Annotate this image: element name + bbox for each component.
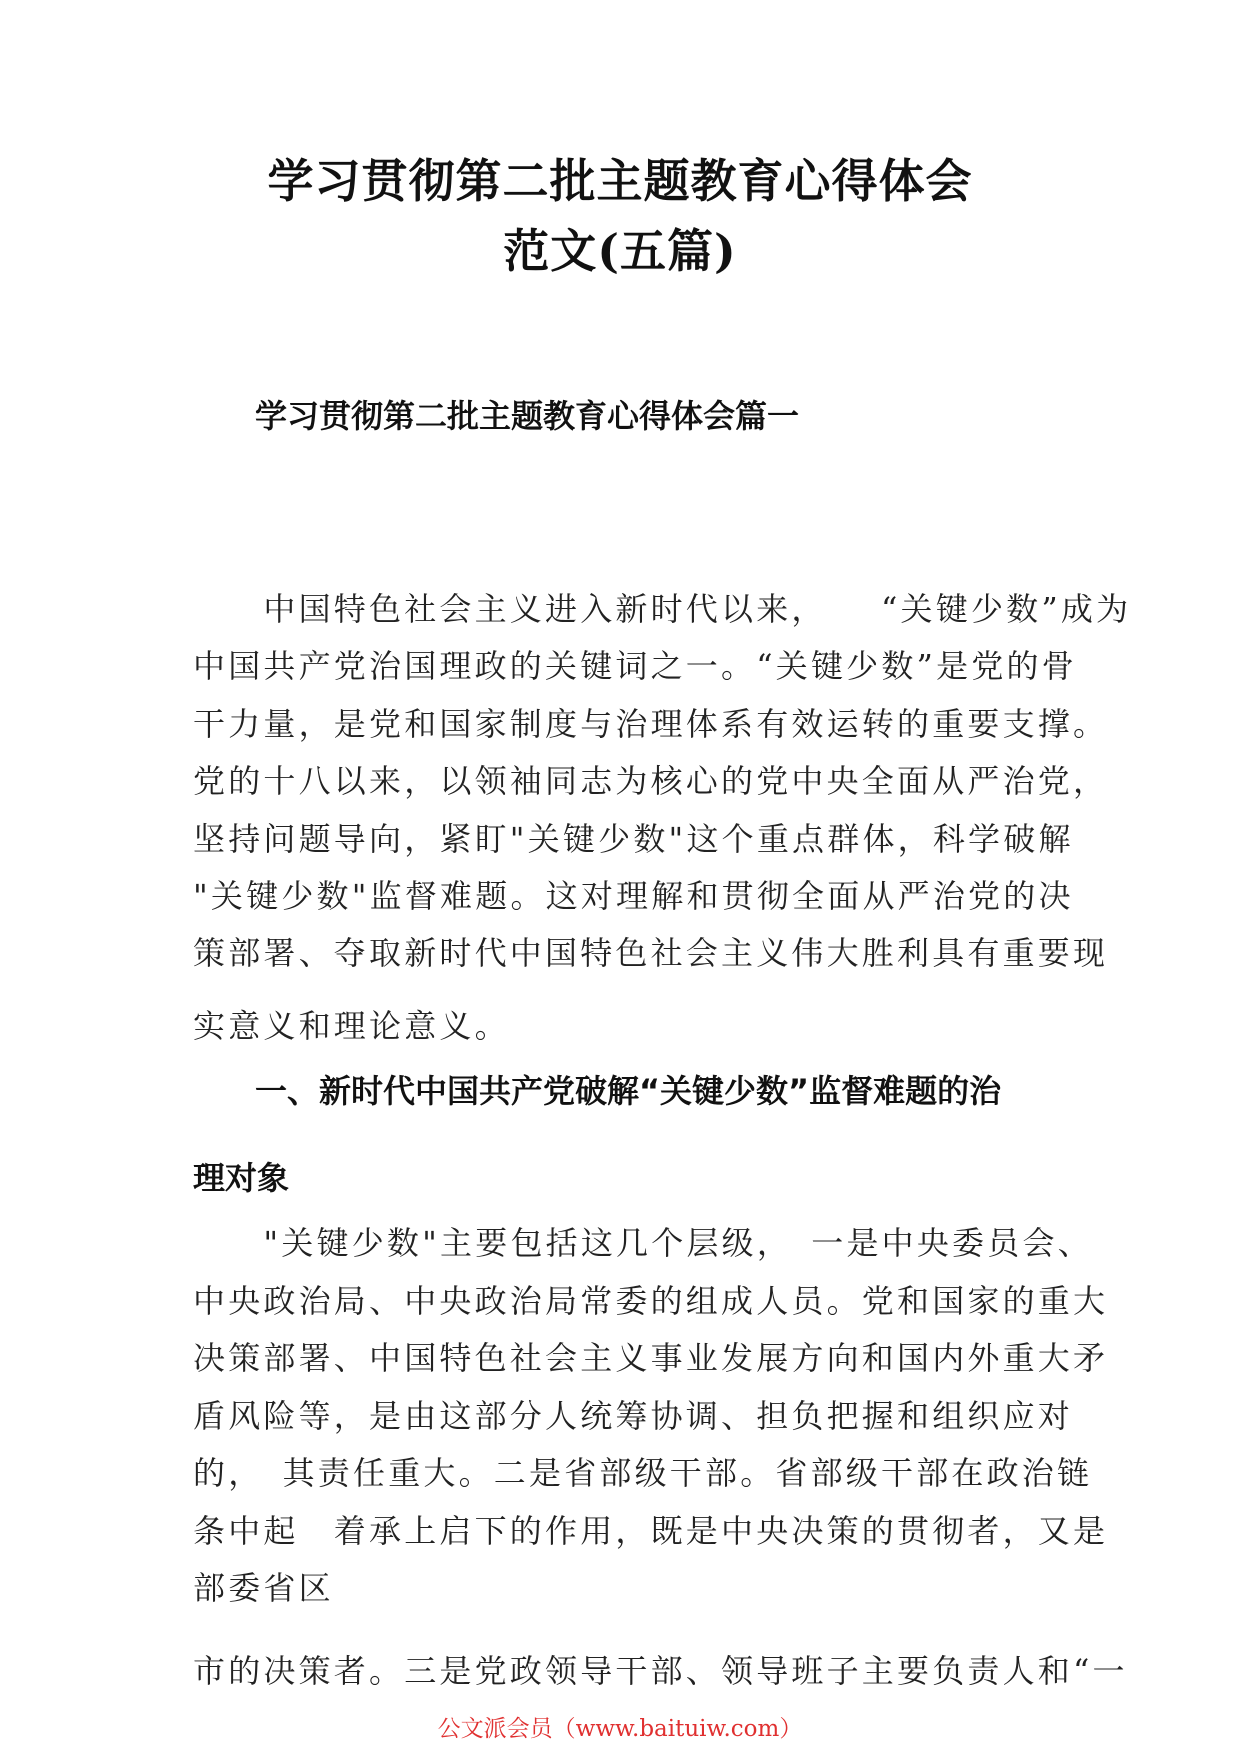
paragraph-line: 部委省区 (193, 1569, 334, 1607)
paragraph-line: 实意义和理论意义。 (193, 1007, 510, 1045)
paragraph-line: 条中起 着承上启下的作用，既是中央决策的贯彻者，又是 (193, 1512, 1109, 1550)
paragraph-line: 策部署、夺取新时代中国特色社会主义伟大胜利具有重要现 (193, 934, 1109, 972)
paragraph-line: "关键少数"监督难题。这对理解和贯彻全面从严治党的决 (193, 877, 1074, 915)
heading-1-line-1: 一、新时代中国共产党破解“关键少数”监督难题的治 (255, 1072, 1002, 1110)
paragraph-line: "关键少数"主要包括这几个层级， 一是中央委员会、 (193, 1224, 1093, 1262)
section-title: 学习贯彻第二批主题教育心得体会篇一 (255, 397, 800, 435)
paragraph-line: 中国特色社会主义进入新时代以来， “关键少数”成为 (193, 590, 1132, 628)
paragraph-line: 市的决策者。三是党政领导干部、领导班子主要负责人和“一 (193, 1652, 1128, 1690)
paragraph-line: 盾风险等，是由这部分人统筹协调、担负把握和组织应对 (193, 1397, 1074, 1435)
paragraph-line: 决策部署、中国特色社会主义事业发展方向和国内外重大矛 (193, 1339, 1109, 1377)
document-title-line-1: 学习贯彻第二批主题教育心得体会 (267, 154, 973, 208)
paragraph-line: 党的十八以来，以领袖同志为核心的党中央全面从严治党， (193, 762, 1109, 800)
paragraph-line: 中国共产党治国理政的关键词之一。“关键少数”是党的骨 (193, 647, 1077, 685)
paragraph-line: 干力量，是党和国家制度与治理体系有效运转的重要支撑。 (193, 705, 1109, 743)
paragraph-line: 坚持问题导向，紧盯"关键少数"这个重点群体，科学破解 (193, 820, 1074, 858)
paragraph-line: 中央政治局、中央政治局常委的组成人员。党和国家的重大 (193, 1282, 1109, 1320)
footer-watermark: 公文派会员（www.baituiw.com） (437, 1716, 803, 1742)
heading-1-line-2: 理对象 (193, 1159, 290, 1197)
paragraph-line: 的， 其责任重大。二是省部级干部。省部级干部在政治链 (193, 1454, 1093, 1492)
document-title-line-2: 范文(五篇) (503, 224, 737, 278)
